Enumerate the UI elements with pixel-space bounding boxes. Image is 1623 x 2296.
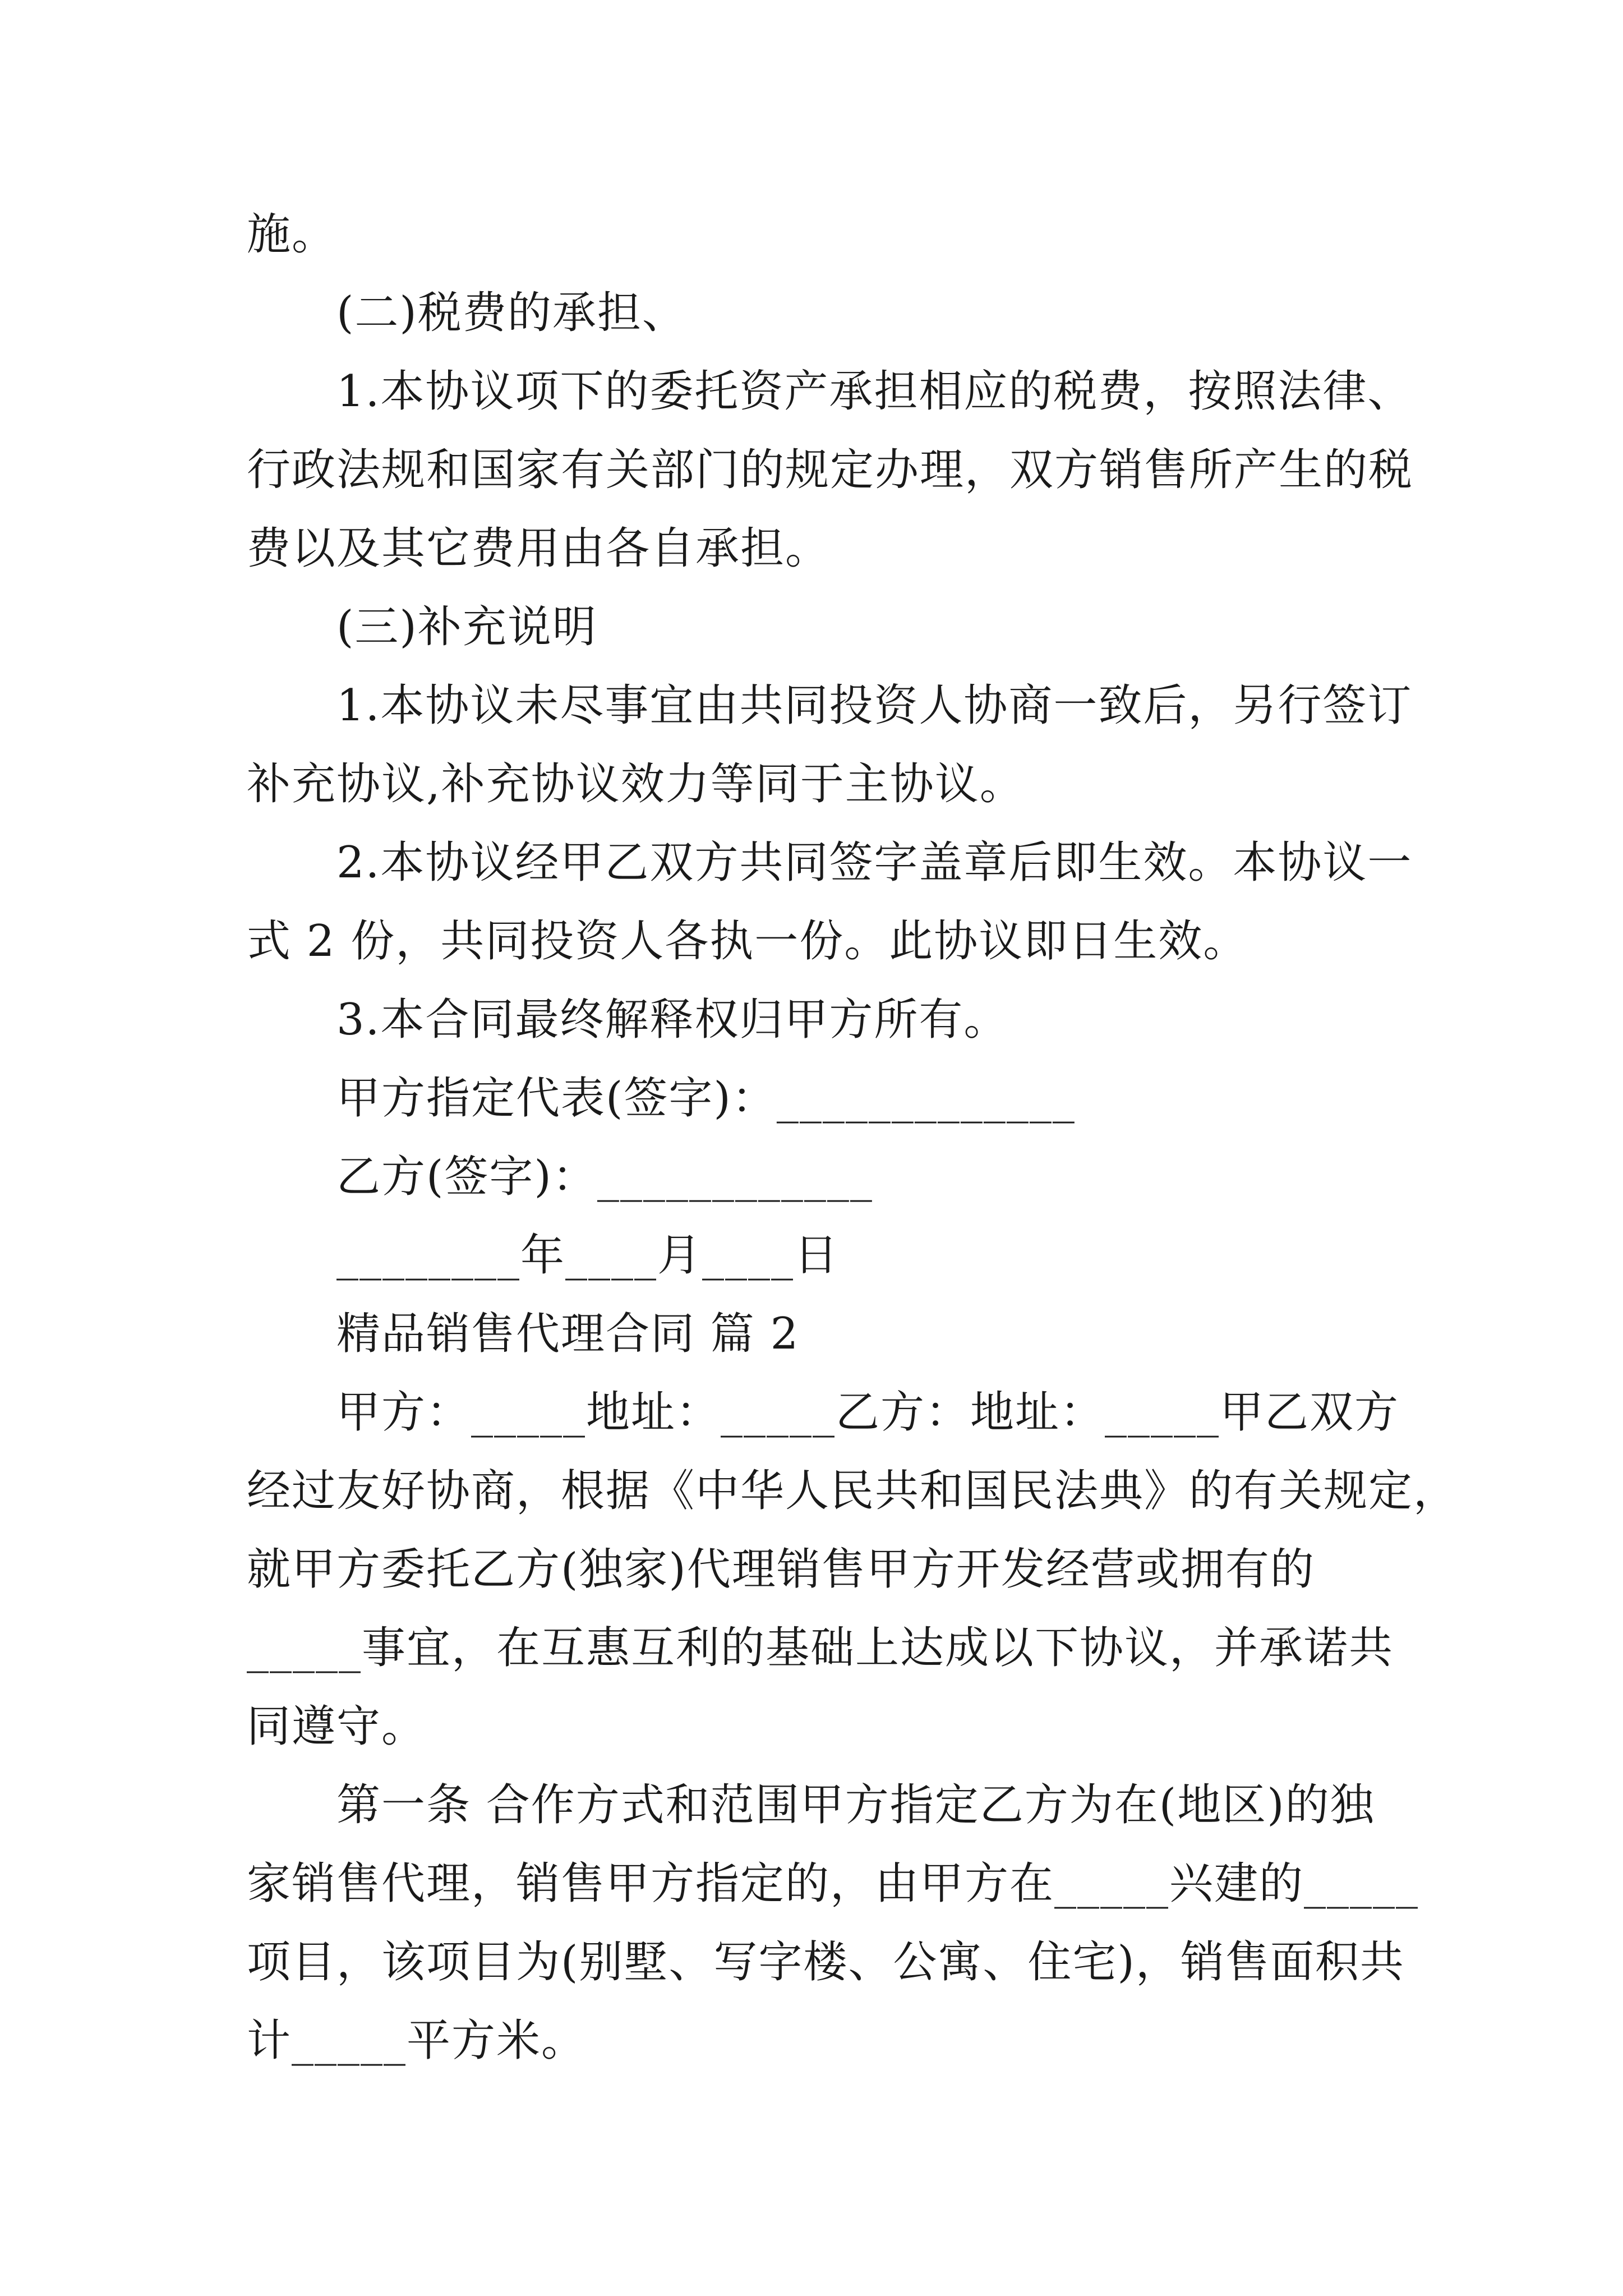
- text-line: 1.本协议项下的委托资产承担相应的税费，按照法律、: [336, 366, 1413, 417]
- text-line: 经过友好协商，根据《中华人民共和国民法典》的有关规定，: [247, 1466, 1459, 1516]
- text-line: 补充协议,补充协议效力等同于主协议。: [247, 759, 1025, 809]
- text-line: 甲方：_____地址：_____乙方：地址：_____甲乙双方: [336, 1387, 1400, 1438]
- text-line: 3.本合同最终解释权归甲方所有。: [336, 995, 1009, 1045]
- contract-title: 精品销售代理合同 篇 2: [336, 1309, 800, 1359]
- text-line: 1.本协议未尽事宜由共同投资人协商一致后，另行签订: [336, 680, 1413, 731]
- date-line: ________年____月____日: [336, 1230, 840, 1281]
- article-one-heading: 第一条 合作方式和范围甲方指定乙方为在(地区)的独: [336, 1780, 1375, 1830]
- text-line: 同遵守。: [247, 1701, 427, 1752]
- text-line: 计_____平方米。: [247, 2016, 587, 2066]
- text-line: 施。: [247, 209, 337, 260]
- text-line: 家销售代理，销售甲方指定的，由甲方在_____兴建的_____: [247, 1858, 1419, 1909]
- text-line: 项目，该项目为(别墅、写字楼、公寓、住宅)，销售面积共: [247, 1937, 1405, 1987]
- section-heading-taxes: (二)税费的承担、: [336, 288, 687, 338]
- text-line: 就甲方委托乙方(独家)代理销售甲方开发经营或拥有的: [247, 1544, 1315, 1595]
- text-line: _____事宜，在互惠互利的基础上达成以下协议，并承诺共: [247, 1623, 1394, 1673]
- text-line: 费以及其它费用由各自承担。: [247, 523, 831, 574]
- text-line: 行政法规和国家有关部门的规定办理，双方销售所产生的税: [247, 445, 1414, 495]
- party-b-signature-line: 乙方(签字)：____________: [336, 1152, 873, 1202]
- text-line: 2.本协议经甲乙双方共同签字盖章后即生效。本协议一: [336, 838, 1413, 888]
- section-heading-supplement: (三)补充说明: [336, 602, 597, 652]
- party-a-signature-line: 甲方指定代表(签字)：_____________: [336, 1073, 1076, 1124]
- text-line: 式 2 份，共同投资人各执一份。此协议即日生效。: [247, 916, 1248, 967]
